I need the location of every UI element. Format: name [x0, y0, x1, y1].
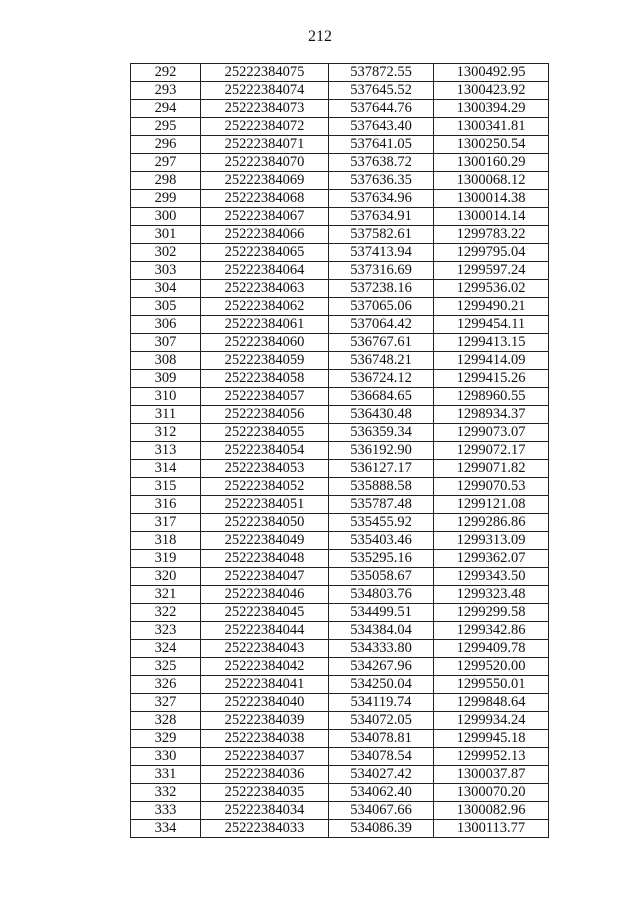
x-coordinate-cell: 536724.12 — [329, 370, 434, 388]
table-row — [131, 424, 549, 442]
point-id-cell: 25222384034 — [201, 802, 329, 820]
y-coordinate-cell: 1299121.08 — [434, 496, 549, 514]
x-coordinate-cell: 534119.74 — [329, 694, 434, 712]
row-number-cell: 311 — [131, 406, 201, 424]
row-number-cell: 331 — [131, 766, 201, 784]
table-row — [131, 316, 549, 334]
x-coordinate-cell: 534078.81 — [329, 730, 434, 748]
row-number-cell: 304 — [131, 280, 201, 298]
point-id-cell: 25222384047 — [201, 568, 329, 586]
row-number-cell: 325 — [131, 658, 201, 676]
table-row — [131, 532, 549, 550]
row-number-cell: 324 — [131, 640, 201, 658]
table-row — [131, 712, 549, 730]
y-coordinate-cell: 1300068.12 — [434, 172, 549, 190]
table-row — [131, 568, 549, 586]
point-id-cell: 25222384043 — [201, 640, 329, 658]
row-number-cell: 305 — [131, 298, 201, 316]
row-number-cell: 297 — [131, 154, 201, 172]
x-coordinate-cell: 537645.52 — [329, 82, 434, 100]
y-coordinate-cell: 1299597.24 — [434, 262, 549, 280]
x-coordinate-cell: 536684.65 — [329, 388, 434, 406]
table-row — [131, 154, 549, 172]
y-coordinate-cell: 1299848.64 — [434, 694, 549, 712]
row-number-cell: 308 — [131, 352, 201, 370]
table-row — [131, 478, 549, 496]
point-id-cell: 25222384057 — [201, 388, 329, 406]
table-row — [131, 442, 549, 460]
y-coordinate-cell: 1299299.58 — [434, 604, 549, 622]
x-coordinate-cell: 537064.42 — [329, 316, 434, 334]
table-row — [131, 406, 549, 424]
row-number-cell: 316 — [131, 496, 201, 514]
x-coordinate-cell: 534250.04 — [329, 676, 434, 694]
table-row — [131, 694, 549, 712]
row-number-cell: 302 — [131, 244, 201, 262]
y-coordinate-cell: 1299413.15 — [434, 334, 549, 352]
table-row — [131, 118, 549, 136]
x-coordinate-cell: 537872.55 — [329, 64, 434, 82]
y-coordinate-cell: 1299323.48 — [434, 586, 549, 604]
point-id-cell: 25222384062 — [201, 298, 329, 316]
x-coordinate-cell: 537316.69 — [329, 262, 434, 280]
row-number-cell: 313 — [131, 442, 201, 460]
row-number-cell: 293 — [131, 82, 201, 100]
page-number: 212 — [308, 28, 332, 45]
table-row — [131, 136, 549, 154]
point-id-cell: 25222384054 — [201, 442, 329, 460]
table-row — [131, 82, 549, 100]
y-coordinate-cell: 1300250.54 — [434, 136, 549, 154]
row-number-cell: 307 — [131, 334, 201, 352]
row-number-cell: 306 — [131, 316, 201, 334]
x-coordinate-cell: 537634.91 — [329, 208, 434, 226]
y-coordinate-cell: 1299071.82 — [434, 460, 549, 478]
point-id-cell: 25222384074 — [201, 82, 329, 100]
table-row — [131, 766, 549, 784]
y-coordinate-cell: 1299795.04 — [434, 244, 549, 262]
point-id-cell: 25222384059 — [201, 352, 329, 370]
row-number-cell: 318 — [131, 532, 201, 550]
y-coordinate-cell: 1299313.09 — [434, 532, 549, 550]
point-id-cell: 25222384046 — [201, 586, 329, 604]
row-number-cell: 320 — [131, 568, 201, 586]
y-coordinate-cell: 1299520.00 — [434, 658, 549, 676]
y-coordinate-cell: 1299286.86 — [434, 514, 549, 532]
row-number-cell: 333 — [131, 802, 201, 820]
y-coordinate-cell: 1299409.78 — [434, 640, 549, 658]
y-coordinate-cell: 1300492.95 — [434, 64, 549, 82]
table-row — [131, 280, 549, 298]
y-coordinate-cell: 1300082.96 — [434, 802, 549, 820]
point-id-cell: 25222384045 — [201, 604, 329, 622]
y-coordinate-cell: 1300113.77 — [434, 820, 549, 838]
point-id-cell: 25222384075 — [201, 64, 329, 82]
y-coordinate-cell: 1299945.18 — [434, 730, 549, 748]
point-id-cell: 25222384033 — [201, 820, 329, 838]
row-number-cell: 303 — [131, 262, 201, 280]
table-row — [131, 604, 549, 622]
table-row — [131, 244, 549, 262]
x-coordinate-cell: 535403.46 — [329, 532, 434, 550]
coordinates-table — [130, 63, 549, 838]
row-number-cell: 322 — [131, 604, 201, 622]
y-coordinate-cell: 1299070.53 — [434, 478, 549, 496]
y-coordinate-cell: 1299342.86 — [434, 622, 549, 640]
point-id-cell: 25222384072 — [201, 118, 329, 136]
y-coordinate-cell: 1299490.21 — [434, 298, 549, 316]
table-row — [131, 388, 549, 406]
row-number-cell: 327 — [131, 694, 201, 712]
x-coordinate-cell: 534078.54 — [329, 748, 434, 766]
row-number-cell: 330 — [131, 748, 201, 766]
y-coordinate-cell: 1300341.81 — [434, 118, 549, 136]
y-coordinate-cell: 1299536.02 — [434, 280, 549, 298]
table-row — [131, 514, 549, 532]
y-coordinate-cell: 1300037.87 — [434, 766, 549, 784]
table-row — [131, 262, 549, 280]
y-coordinate-cell: 1299783.22 — [434, 226, 549, 244]
y-coordinate-cell: 1298960.55 — [434, 388, 549, 406]
point-id-cell: 25222384051 — [201, 496, 329, 514]
table-row — [131, 550, 549, 568]
x-coordinate-cell: 536748.21 — [329, 352, 434, 370]
table-row — [131, 172, 549, 190]
y-coordinate-cell: 1299414.09 — [434, 352, 549, 370]
table-row — [131, 64, 549, 82]
x-coordinate-cell: 534333.80 — [329, 640, 434, 658]
y-coordinate-cell: 1299362.07 — [434, 550, 549, 568]
row-number-cell: 299 — [131, 190, 201, 208]
x-coordinate-cell: 534086.39 — [329, 820, 434, 838]
x-coordinate-cell: 534067.66 — [329, 802, 434, 820]
x-coordinate-cell: 537065.06 — [329, 298, 434, 316]
point-id-cell: 25222384041 — [201, 676, 329, 694]
row-number-cell: 309 — [131, 370, 201, 388]
x-coordinate-cell: 537238.16 — [329, 280, 434, 298]
row-number-cell: 294 — [131, 100, 201, 118]
point-id-cell: 25222384056 — [201, 406, 329, 424]
row-number-cell: 295 — [131, 118, 201, 136]
row-number-cell: 319 — [131, 550, 201, 568]
row-number-cell: 329 — [131, 730, 201, 748]
table-row — [131, 730, 549, 748]
table-row — [131, 460, 549, 478]
row-number-cell: 323 — [131, 622, 201, 640]
x-coordinate-cell: 537644.76 — [329, 100, 434, 118]
x-coordinate-cell: 534803.76 — [329, 586, 434, 604]
table-row — [131, 226, 549, 244]
y-coordinate-cell: 1300014.14 — [434, 208, 549, 226]
point-id-cell: 25222384070 — [201, 154, 329, 172]
table-row — [131, 586, 549, 604]
table-row — [131, 208, 549, 226]
x-coordinate-cell: 537638.72 — [329, 154, 434, 172]
point-id-cell: 25222384060 — [201, 334, 329, 352]
x-coordinate-cell: 536430.48 — [329, 406, 434, 424]
point-id-cell: 25222384049 — [201, 532, 329, 550]
point-id-cell: 25222384038 — [201, 730, 329, 748]
x-coordinate-cell: 537582.61 — [329, 226, 434, 244]
y-coordinate-cell: 1299072.17 — [434, 442, 549, 460]
x-coordinate-cell: 536127.17 — [329, 460, 434, 478]
x-coordinate-cell: 537634.96 — [329, 190, 434, 208]
table-row — [131, 100, 549, 118]
table-body — [131, 64, 549, 838]
y-coordinate-cell: 1298934.37 — [434, 406, 549, 424]
point-id-cell: 25222384071 — [201, 136, 329, 154]
table-row — [131, 820, 549, 838]
row-number-cell: 315 — [131, 478, 201, 496]
y-coordinate-cell: 1299343.50 — [434, 568, 549, 586]
row-number-cell: 292 — [131, 64, 201, 82]
row-number-cell: 334 — [131, 820, 201, 838]
row-number-cell: 300 — [131, 208, 201, 226]
point-id-cell: 25222384036 — [201, 766, 329, 784]
point-id-cell: 25222384069 — [201, 172, 329, 190]
point-id-cell: 25222384073 — [201, 100, 329, 118]
y-coordinate-cell: 1299934.24 — [434, 712, 549, 730]
point-id-cell: 25222384058 — [201, 370, 329, 388]
x-coordinate-cell: 536359.34 — [329, 424, 434, 442]
row-number-cell: 317 — [131, 514, 201, 532]
table-row — [131, 622, 549, 640]
point-id-cell: 25222384052 — [201, 478, 329, 496]
y-coordinate-cell: 1300070.20 — [434, 784, 549, 802]
table-row — [131, 496, 549, 514]
point-id-cell: 25222384055 — [201, 424, 329, 442]
x-coordinate-cell: 537636.35 — [329, 172, 434, 190]
row-number-cell: 332 — [131, 784, 201, 802]
y-coordinate-cell: 1299550.01 — [434, 676, 549, 694]
y-coordinate-cell: 1300014.38 — [434, 190, 549, 208]
x-coordinate-cell: 534267.96 — [329, 658, 434, 676]
y-coordinate-cell: 1299952.13 — [434, 748, 549, 766]
x-coordinate-cell: 535295.16 — [329, 550, 434, 568]
x-coordinate-cell: 536192.90 — [329, 442, 434, 460]
y-coordinate-cell: 1299073.07 — [434, 424, 549, 442]
y-coordinate-cell: 1300423.92 — [434, 82, 549, 100]
point-id-cell: 25222384040 — [201, 694, 329, 712]
table-row — [131, 658, 549, 676]
point-id-cell: 25222384067 — [201, 208, 329, 226]
x-coordinate-cell: 534027.42 — [329, 766, 434, 784]
row-number-cell: 301 — [131, 226, 201, 244]
row-number-cell: 326 — [131, 676, 201, 694]
x-coordinate-cell: 535787.48 — [329, 496, 434, 514]
x-coordinate-cell: 534062.40 — [329, 784, 434, 802]
point-id-cell: 25222384066 — [201, 226, 329, 244]
y-coordinate-cell: 1300160.29 — [434, 154, 549, 172]
x-coordinate-cell: 535058.67 — [329, 568, 434, 586]
row-number-cell: 321 — [131, 586, 201, 604]
y-coordinate-cell: 1299454.11 — [434, 316, 549, 334]
table-row — [131, 802, 549, 820]
x-coordinate-cell: 537641.05 — [329, 136, 434, 154]
table-row — [131, 370, 549, 388]
x-coordinate-cell: 535455.92 — [329, 514, 434, 532]
point-id-cell: 25222384042 — [201, 658, 329, 676]
x-coordinate-cell: 535888.58 — [329, 478, 434, 496]
row-number-cell: 312 — [131, 424, 201, 442]
table-row — [131, 676, 549, 694]
table-row — [131, 298, 549, 316]
point-id-cell: 25222384039 — [201, 712, 329, 730]
x-coordinate-cell: 536767.61 — [329, 334, 434, 352]
table-row — [131, 784, 549, 802]
point-id-cell: 25222384064 — [201, 262, 329, 280]
x-coordinate-cell: 537643.40 — [329, 118, 434, 136]
x-coordinate-cell: 534499.51 — [329, 604, 434, 622]
table-row — [131, 334, 549, 352]
x-coordinate-cell: 534384.04 — [329, 622, 434, 640]
point-id-cell: 25222384044 — [201, 622, 329, 640]
point-id-cell: 25222384063 — [201, 280, 329, 298]
y-coordinate-cell: 1299415.26 — [434, 370, 549, 388]
table-row — [131, 190, 549, 208]
row-number-cell: 296 — [131, 136, 201, 154]
point-id-cell: 25222384050 — [201, 514, 329, 532]
table-row — [131, 640, 549, 658]
row-number-cell: 310 — [131, 388, 201, 406]
table-row — [131, 352, 549, 370]
x-coordinate-cell: 537413.94 — [329, 244, 434, 262]
row-number-cell: 328 — [131, 712, 201, 730]
point-id-cell: 25222384035 — [201, 784, 329, 802]
point-id-cell: 25222384061 — [201, 316, 329, 334]
row-number-cell: 298 — [131, 172, 201, 190]
point-id-cell: 25222384048 — [201, 550, 329, 568]
point-id-cell: 25222384053 — [201, 460, 329, 478]
table-row — [131, 748, 549, 766]
point-id-cell: 25222384065 — [201, 244, 329, 262]
row-number-cell: 314 — [131, 460, 201, 478]
y-coordinate-cell: 1300394.29 — [434, 100, 549, 118]
point-id-cell: 25222384068 — [201, 190, 329, 208]
point-id-cell: 25222384037 — [201, 748, 329, 766]
x-coordinate-cell: 534072.05 — [329, 712, 434, 730]
